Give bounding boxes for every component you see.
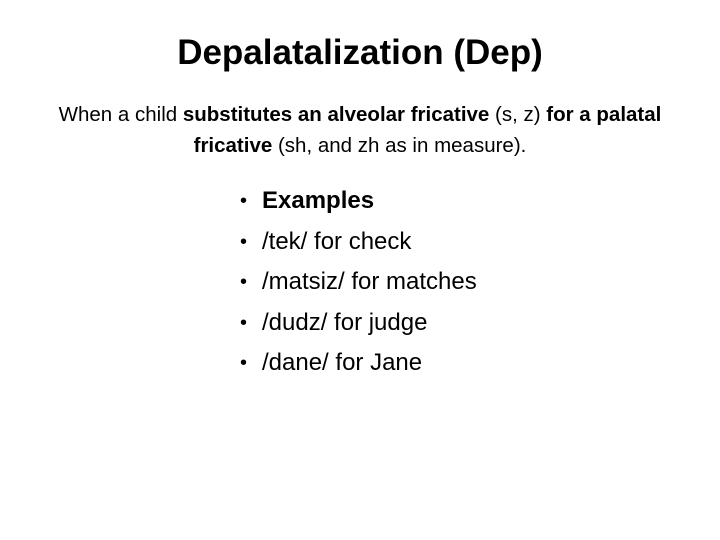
example-text: /matsiz/ for matches <box>262 268 477 295</box>
example-text: /tek/ for check <box>262 227 412 255</box>
bullet-icon: • <box>240 230 248 253</box>
example-item <box>240 222 600 263</box>
examples-list <box>240 181 600 384</box>
bullet-icon: • <box>240 311 248 334</box>
example-text: /dudz/ for judge <box>262 308 428 336</box>
bullet-icon: • <box>240 352 248 374</box>
bullet-icon: • <box>240 271 248 293</box>
definition-part-3: (s, z) <box>489 103 547 126</box>
definition-bold-1: substitutes an alveolar fricative <box>182 103 490 126</box>
slide-title: Depalatalization (Dep) <box>177 33 543 72</box>
bullet-icon: • <box>240 190 248 212</box>
example-item <box>240 262 600 303</box>
example-item <box>240 303 600 344</box>
example-text: /dane/ for Jane <box>262 349 423 376</box>
definition-part-1: When a child <box>58 103 183 126</box>
definition-bold-2: for a palatal fricative <box>193 103 662 157</box>
examples-heading <box>240 181 600 222</box>
examples-heading-text: Examples <box>262 187 375 214</box>
definition-part-5: (sh, and zh as in measure). <box>272 134 527 157</box>
definition-text <box>40 99 680 161</box>
example-item <box>240 343 600 384</box>
